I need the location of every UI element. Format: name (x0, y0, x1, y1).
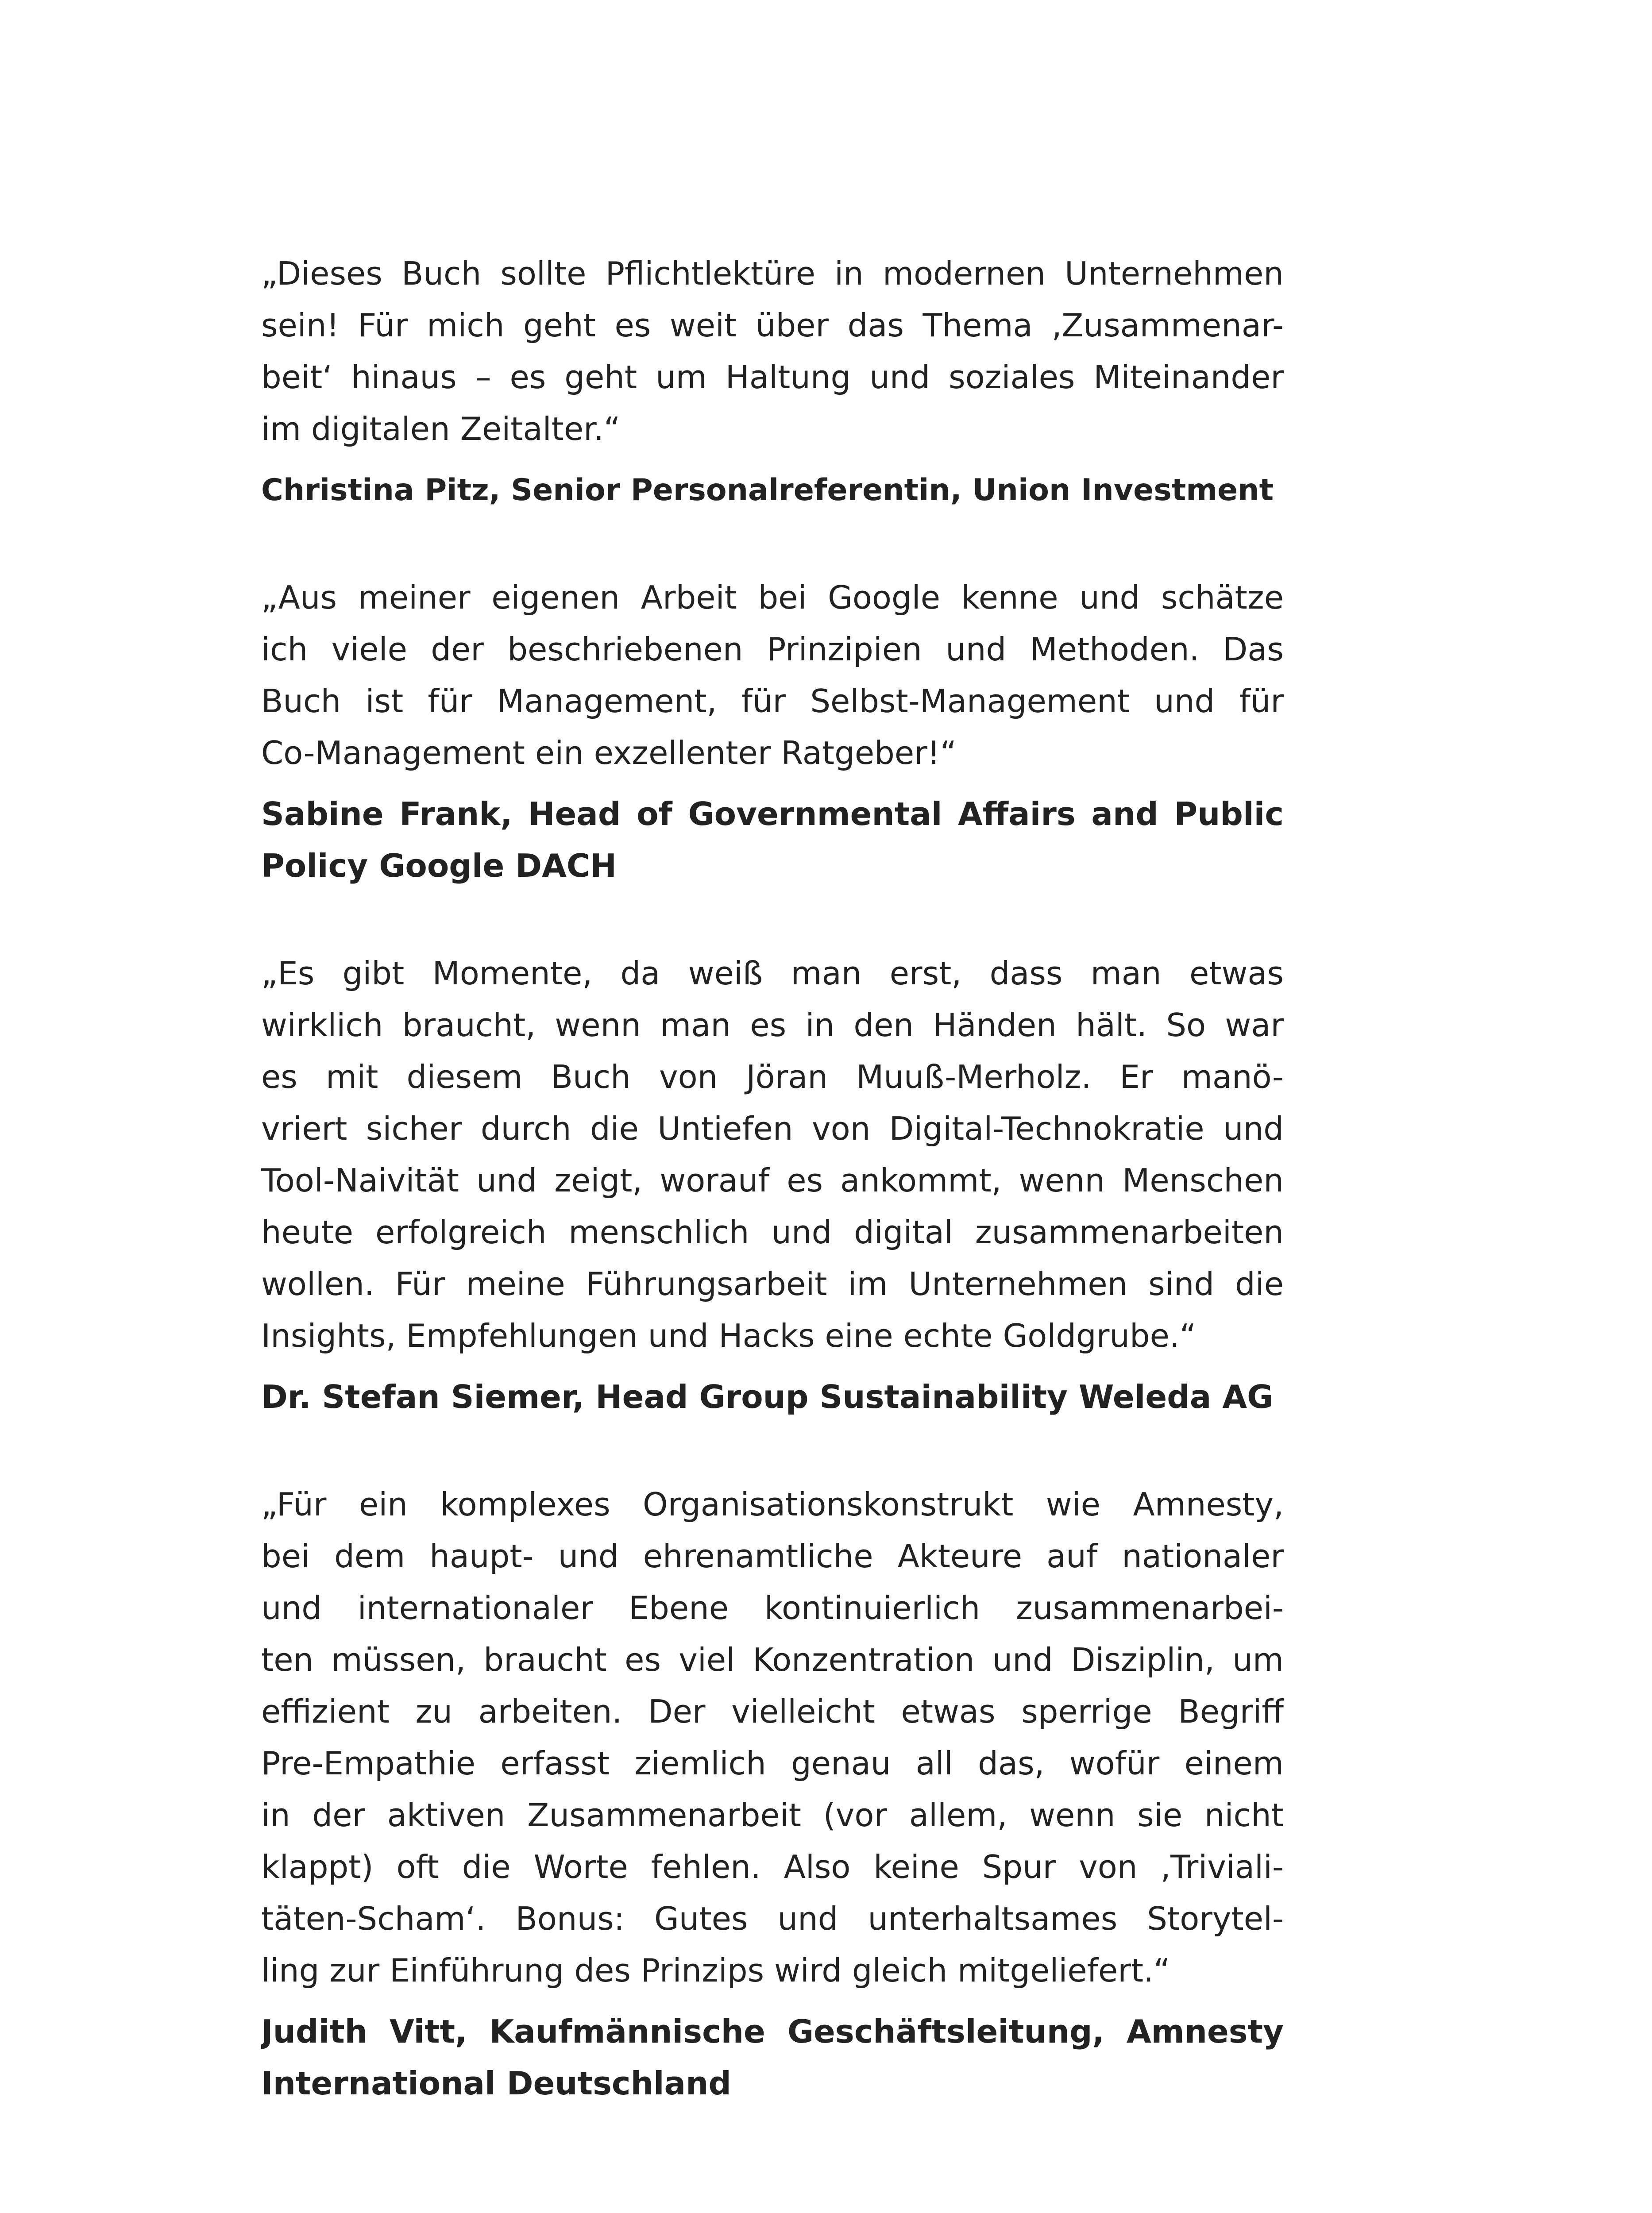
quote-line: Buch ist für Management, für Selbst-Management und für (261, 682, 1284, 720)
testimonial-quote (261, 572, 1284, 779)
quote-line: beit‘ hinaus – es geht um Haltung und soziales Miteinander (261, 359, 1284, 396)
testimonial-judith-vitt (261, 1479, 1284, 2109)
quote-line: Pre-Empathie erfasst ziemlich genau all das, wofür einem (261, 1745, 1284, 1782)
quote-line: „Für ein komplexes Organisationskonstrukt wie Amnesty, (261, 1486, 1284, 1523)
quote-line: in der aktiven Zusammenarbeit (vor allem, wenn sie nicht (261, 1797, 1284, 1834)
quote-line: im digitalen Zeitalter.“ (261, 410, 621, 447)
testimonial-quote (261, 1479, 1284, 1997)
author-line: Dr. Stefan Siemer, Head Group Sustainability Weleda AG (261, 1378, 1274, 1415)
testimonial-author (261, 464, 1284, 516)
quote-line: ling zur Einführung des Prinzips wird gleich mitgeliefert.“ (261, 1952, 1170, 1989)
quote-line: Co-Management ein exzellenter Ratgeber!“ (261, 734, 957, 771)
quote-line: täten-Scham‘. Bonus: Gutes und unterhaltsames Storytel- (261, 1900, 1284, 1937)
testimonial-christina-pitz (261, 248, 1284, 516)
author-line: Sabine Frank, Head of Governmental Affairs and Public (261, 795, 1284, 833)
quote-line: bei dem haupt- und ehrenamtliche Akteure auf nationaler (261, 1538, 1284, 1575)
testimonial-author (261, 2006, 1284, 2109)
quote-line: klappt) oft die Worte fehlen. Also keine Spur von ‚Triviali- (261, 1848, 1284, 1885)
testimonials-column (261, 248, 1284, 2165)
author-line: Judith Vitt, Kaufmännische Geschäftsleitung, Amnesty (261, 2013, 1284, 2050)
quote-line: und internationaler Ebene kontinuierlich zusammenarbei- (261, 1589, 1284, 1627)
quote-line: es mit diesem Buch von Jöran Muuß-Merholz. Er manö- (261, 1058, 1284, 1095)
quote-line: „Es gibt Momente, da weiß man erst, dass man etwas (261, 955, 1284, 992)
author-line: Policy Google DACH (261, 847, 617, 884)
quote-line: vriert sicher durch die Untiefen von Digital-Technokratie und (261, 1110, 1284, 1147)
quote-line: „Dieses Buch sollte Pflichtlektüre in modernen Unternehmen (261, 255, 1284, 292)
author-line: International Deutschland (261, 2065, 731, 2102)
testimonial-quote (261, 948, 1284, 1362)
quote-line: Insights, Empfehlungen und Hacks eine echte Goldgrube.“ (261, 1317, 1197, 1354)
quote-line: ich viele der beschriebenen Prinzipien und Methoden. Das (261, 631, 1284, 668)
author-line: Christina Pitz, Senior Personalreferentin, Union Investment (261, 473, 1274, 508)
quote-line: ten müssen, braucht es viel Konzentration und Disziplin, um (261, 1641, 1284, 1678)
quote-line: sein! Für mich geht es weit über das Thema ‚Zusammenar- (261, 307, 1284, 344)
testimonial-sabine-frank (261, 572, 1284, 892)
testimonial-stefan-siemer (261, 948, 1284, 1423)
testimonial-author (261, 788, 1284, 892)
quote-line: effizient zu arbeiten. Der vielleicht etwas sperrige Begriff (261, 1693, 1284, 1730)
testimonial-quote (261, 248, 1284, 455)
testimonial-author (261, 1371, 1284, 1423)
quote-line: wollen. Für meine Führungsarbeit im Unternehmen sind die (261, 1265, 1284, 1303)
quote-line: „Aus meiner eigenen Arbeit bei Google kenne und schätze (261, 579, 1284, 616)
quote-line: heute erfolgreich menschlich und digital zusammenarbeiten (261, 1214, 1284, 1251)
quote-line: Tool-Naivität und zeigt, worauf es ankommt, wenn Menschen (261, 1162, 1284, 1199)
quote-line: wirklich braucht, wenn man es in den Händen hält. So war (261, 1006, 1284, 1044)
